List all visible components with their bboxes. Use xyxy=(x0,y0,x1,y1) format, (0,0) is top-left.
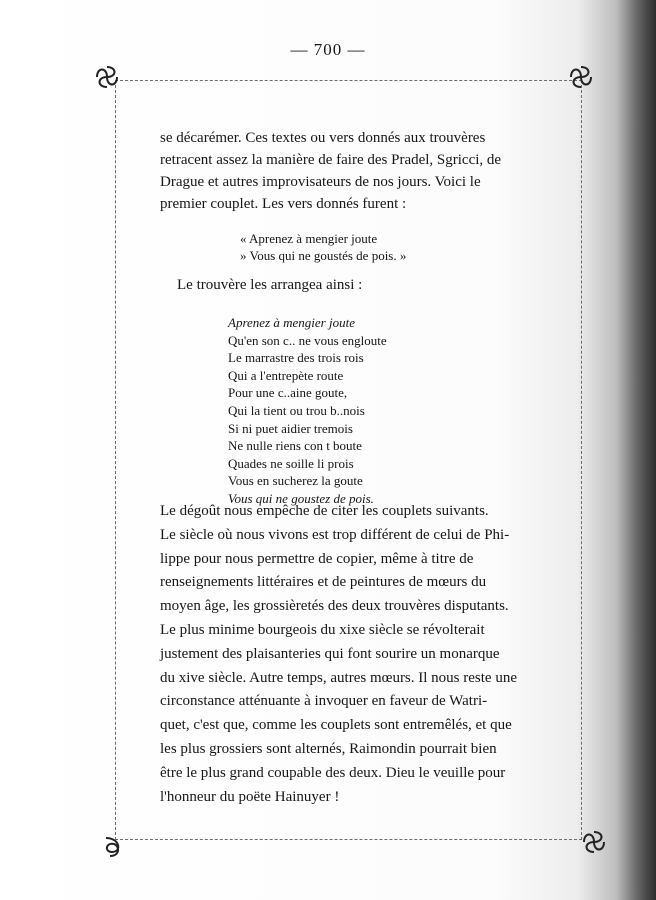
text-line: quet, c'est que, comme les couplets sont entremêlés, et que xyxy=(160,717,512,734)
poem-line: Le marrastre des trois rois xyxy=(228,350,364,366)
text-line: se décarémer. Ces textes ou vers donnés aux trouvères xyxy=(160,130,486,146)
poem-line: Quades ne soille li prois xyxy=(228,455,354,471)
text-line: Drague et autres improvisateurs de nos jours. Voici le xyxy=(160,174,481,190)
poem-line: Qu'en son c.. ne vous engloute xyxy=(228,332,387,348)
text-line: retracent assez la manière de faire des Pradel, Sgricci, de xyxy=(160,152,502,168)
poem xyxy=(228,314,387,508)
poem-line: Si ni puet aidier tremois xyxy=(228,420,353,436)
page-number: — 700 — xyxy=(290,40,366,59)
poem-line: Pour une c..aine goute, xyxy=(228,385,348,401)
text-line: les plus grossiers sont alternés, Raimondin pourrait bien xyxy=(160,740,497,757)
text-line: Le plus minime bourgeois du xixe siècle se révolterait xyxy=(160,621,485,638)
text-line: justement des plaisanteries qui font sourire un monarque xyxy=(160,645,500,662)
verse-line: » Vous qui ne goustés de pois. » xyxy=(240,248,407,263)
text-line: l'honneur du poëte Hainuyer ! xyxy=(160,788,340,805)
text-line: moyen âge, les grossièretés des deux trouvères disputants. xyxy=(160,598,509,615)
text-line: Le dégoût nous empêche de citer les couplets suivants. xyxy=(160,503,489,519)
verse-line: « Aprenez à mengier joute xyxy=(240,231,378,246)
paragraph-1 xyxy=(160,127,540,215)
poem-line: Vous qui ne goustez de pois. xyxy=(228,490,374,506)
poem-line: Aprenez à mengier joute xyxy=(228,315,355,330)
text-line: renseignements littéraires et de peintures de mœurs du xyxy=(160,574,487,591)
poem-line: Ne nulle riens con t boute xyxy=(228,438,362,454)
poem-line: Vous en sucherez la goute xyxy=(228,473,363,489)
text-line: premier couplet. Les vers donnés furent : xyxy=(160,196,407,212)
text-line: Le siècle où nous vivons est trop différent de celui de Phi- xyxy=(160,526,510,543)
corner-ornament-icon xyxy=(93,63,121,91)
text-line: lippe pour nous permettre de copier, même à titre de xyxy=(160,550,474,567)
poem-line: Qui a l'entrepète route xyxy=(228,367,344,383)
corner-ornament-icon xyxy=(100,832,128,860)
corner-ornament-icon xyxy=(580,828,608,856)
text-line: du xive siècle. Autre temps, autres mœurs. Il nous reste une xyxy=(160,669,517,686)
paragraph-2 xyxy=(160,500,540,809)
intro-line: Le trouvère les arrangea ainsi : xyxy=(177,277,363,293)
given-verses xyxy=(240,230,406,264)
text-line: être le plus grand coupable des deux. Dieu le veuille pour xyxy=(160,764,506,781)
corner-ornament-icon xyxy=(567,63,595,91)
text-line: circonstance atténuante à invoquer en faveur de Watri- xyxy=(160,693,488,710)
poem-line: Qui la tient ou trou b..nois xyxy=(228,402,365,418)
